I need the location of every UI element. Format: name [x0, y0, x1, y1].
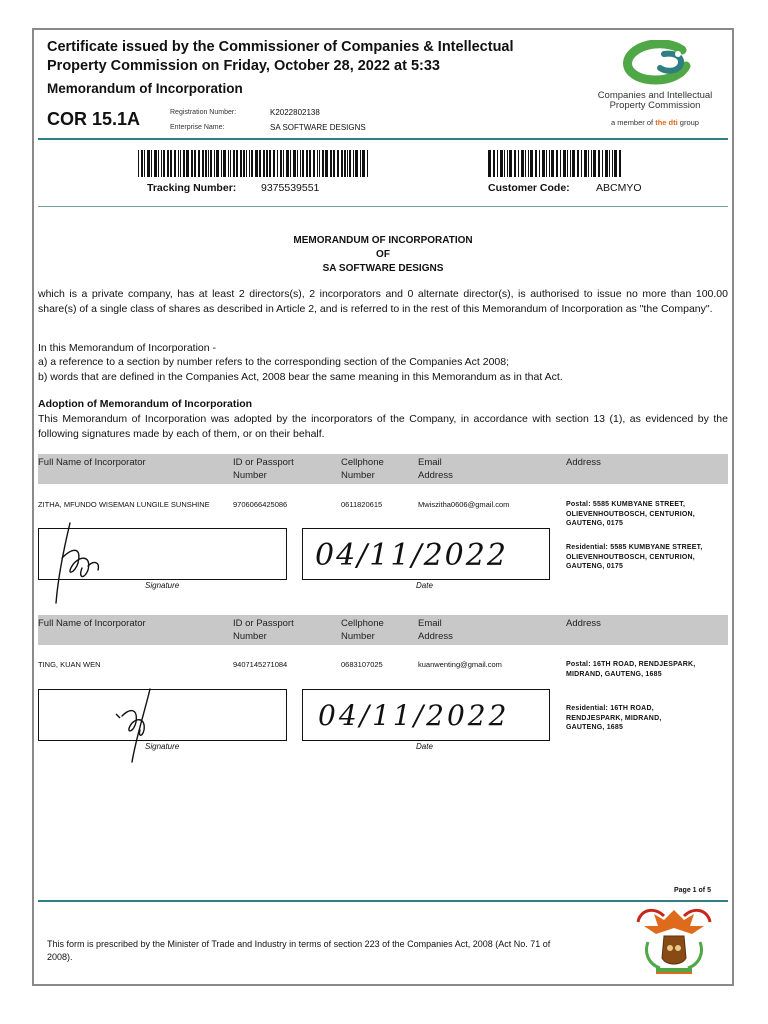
- barcode-bar: [161, 150, 162, 177]
- barcode-bar: [367, 150, 368, 177]
- barcode-bar: [549, 150, 550, 177]
- barcode-bar: [518, 150, 519, 177]
- barcode-bar: [309, 150, 311, 177]
- date-caption: Date: [416, 581, 433, 590]
- barcode-bar: [530, 150, 533, 177]
- barcode-bar: [221, 150, 222, 177]
- barcode-bar: [344, 150, 346, 177]
- barcode-bar: [521, 150, 524, 177]
- barcode-bar: [362, 150, 365, 177]
- moi-title-line3: SA SOFTWARE DESIGNS: [322, 263, 444, 274]
- customer-code-label: Customer Code:: [488, 182, 570, 194]
- date-caption: Date: [416, 742, 433, 751]
- barcode-bar: [528, 150, 529, 177]
- registration-number: K2022802138: [270, 108, 320, 117]
- document-subtitle: Memorandum of Incorporation: [47, 81, 243, 96]
- barcode-bar: [539, 150, 540, 177]
- barcode-bar: [567, 150, 568, 177]
- customer-barcode: [488, 150, 622, 177]
- barcode-bar: [251, 150, 253, 177]
- barcode-bar: [556, 150, 558, 177]
- barcode-bar: [230, 150, 231, 177]
- barcode-bar: [588, 150, 589, 177]
- registration-label: Registration Number:: [170, 109, 237, 116]
- barcode-bar: [325, 150, 328, 177]
- barcode-bar: [572, 150, 575, 177]
- cipc-logo-icon: [620, 40, 700, 88]
- barcode-bar: [263, 150, 265, 177]
- barcode-bar: [158, 150, 159, 177]
- barcode-bar: [228, 150, 229, 177]
- barcode-bar: [560, 150, 561, 177]
- barcode-bar: [154, 150, 157, 177]
- incorporator-cellphone: 0683107025: [341, 660, 383, 669]
- barcode-bar: [236, 150, 238, 177]
- barcode-bar: [507, 150, 508, 177]
- barcode-bar: [147, 150, 150, 177]
- barcode-bar: [243, 150, 245, 177]
- barcode-bar: [535, 150, 537, 177]
- postal-address: Postal: 5585 KUMBYANE STREET, OLIEVENHOUTBOSCH, CENTURION, GAUTENG, 0175: [566, 501, 695, 527]
- incorporator-email: kuanwenting@gmail.com: [418, 660, 502, 669]
- barcode-bar: [300, 150, 301, 177]
- barcode-bar: [266, 150, 268, 177]
- barcode-bar: [319, 150, 320, 177]
- header-address: Address: [566, 457, 601, 468]
- barcode-bar: [216, 150, 219, 177]
- form-code: COR 15.1A: [47, 109, 141, 129]
- header-id: ID or Passport Number: [233, 618, 294, 642]
- barcode-bar: [563, 150, 566, 177]
- tracking-label: Tracking Number:: [147, 182, 237, 194]
- barcode-bar: [313, 150, 315, 177]
- barcode-bar: [183, 150, 185, 177]
- barcode-bar: [194, 150, 196, 177]
- definition-a: a) a reference to a section by number refers to the corresponding section of the Companies Act 2008;: [38, 356, 510, 368]
- residential-address: Residential: 16TH ROAD, RENDJESPARK, MIDRAND, GAUTENG, 1685: [566, 705, 662, 731]
- logo-text-line1: Companies and Intellectual: [597, 90, 713, 101]
- barcode-bar: [214, 150, 215, 177]
- barcode-bar: [191, 150, 193, 177]
- page-number: Page 1 of 5: [674, 887, 711, 894]
- barcode-bar: [269, 150, 271, 177]
- barcode-bar: [609, 150, 610, 177]
- barcode-bar: [525, 150, 526, 177]
- barcode-bar: [619, 150, 621, 177]
- barcode-bar: [167, 150, 169, 177]
- incorporator-email: Mwiszitha0606@gmail.com: [418, 500, 510, 509]
- incorporator-id: 9706066425086: [233, 500, 288, 509]
- barcode-bar: [493, 150, 495, 177]
- barcode-bar: [180, 150, 181, 177]
- barcode-bar: [249, 150, 250, 177]
- tracking-number: 9375539551: [261, 182, 320, 194]
- barcode-bar: [198, 150, 200, 177]
- barcode-bar: [255, 150, 258, 177]
- incorporator-name: ZITHA, MFUNDO WISEMAN LUNGILE SUNSHINE: [38, 500, 210, 509]
- barcode-bar: [360, 150, 361, 177]
- barcode-bar: [570, 150, 571, 177]
- incorporator-name: TING, KUAN WEN: [38, 660, 101, 669]
- header-address: Address: [566, 618, 601, 629]
- enterprise-name: SA SOFTWARE DESIGNS: [270, 123, 366, 132]
- barcode-bar: [598, 150, 600, 177]
- barcode-bar: [347, 150, 348, 177]
- barcode-bar: [605, 150, 608, 177]
- barcode-bar: [297, 150, 298, 177]
- barcode-bar: [509, 150, 512, 177]
- barcode-bar: [593, 150, 596, 177]
- header-full-name: Full Name of Incorporator: [38, 457, 146, 468]
- incorporator-id: 9407145271084: [233, 660, 288, 669]
- barcode-bar: [178, 150, 179, 177]
- header-cellphone: Cellphone Number: [341, 457, 384, 481]
- barcode-bar: [240, 150, 242, 177]
- handwritten-date: 04/11/2022: [318, 699, 510, 732]
- barcode-bar: [542, 150, 545, 177]
- tracking-divider: [38, 206, 728, 207]
- header-email: Email Address: [418, 618, 453, 642]
- handwritten-signature-icon: [48, 518, 108, 608]
- handwritten-date: 04/11/2022: [315, 538, 508, 573]
- barcode-bar: [141, 150, 143, 177]
- definition-b: b) words that are defined in the Companies Act, 2008 bear the same meaning in this Memorandum as in that Act.: [38, 371, 563, 383]
- barcode-bar: [163, 150, 165, 177]
- barcode-bar: [551, 150, 554, 177]
- barcode-bar: [302, 150, 304, 177]
- signature-caption: Signature: [145, 742, 180, 751]
- footer-text: This form is prescribed by the Minister of Trade and Industry in terms of section 223 of the Companies Act, 2008 (Act No. 71 of 2008).: [47, 939, 551, 962]
- barcode-bar: [280, 150, 282, 177]
- barcode-bar: [246, 150, 247, 177]
- barcode-bar: [151, 150, 152, 177]
- barcode-bar: [341, 150, 343, 177]
- barcode-bar: [602, 150, 603, 177]
- signature-caption: Signature: [145, 581, 180, 590]
- barcode-bar: [584, 150, 587, 177]
- barcode-bar: [317, 150, 318, 177]
- barcode-bar: [614, 150, 617, 177]
- barcode-bar: [488, 150, 491, 177]
- barcode-bar: [504, 150, 505, 177]
- barcode-bar: [612, 150, 613, 177]
- barcode-bar: [202, 150, 204, 177]
- barcode-bar: [355, 150, 358, 177]
- barcode-bar: [591, 150, 592, 177]
- barcode-bar: [283, 150, 284, 177]
- definitions-intro: In this Memorandum of Incorporation -: [38, 342, 216, 354]
- barcode-bar: [546, 150, 547, 177]
- footer-divider: [38, 900, 728, 902]
- header-divider: [38, 138, 728, 140]
- barcode-bar: [186, 150, 189, 177]
- barcode-bar: [333, 150, 335, 177]
- adoption-paragraph: This Memorandum of Incorporation was adopted by the incorporators of the Company, in accordance with section 13 (1), as evidenced by the following signatures made by each of them, or on their behalf.: [38, 413, 728, 440]
- barcode-bar: [337, 150, 339, 177]
- barcode-bar: [170, 150, 172, 177]
- moi-title-line1: MEMORANDUM OF INCORPORATION: [293, 235, 473, 246]
- barcode-bar: [174, 150, 176, 177]
- adoption-heading: Adoption of Memorandum of Incorporation: [38, 398, 253, 410]
- barcode-bar: [581, 150, 582, 177]
- barcode-bar: [290, 150, 291, 177]
- barcode-bar: [138, 150, 139, 177]
- barcode-bar: [306, 150, 308, 177]
- enterprise-label: Enterprise Name:: [170, 124, 225, 131]
- header-full-name: Full Name of Incorporator: [38, 618, 146, 629]
- postal-address: Postal: 16TH ROAD, RENDJESPARK, MIDRAND, GAUTENG, 1685: [566, 661, 696, 678]
- customer-code: ABCMYO: [596, 182, 642, 194]
- south-africa-coat-of-arms-icon: [634, 906, 714, 978]
- logo-tagline: a member of the dti group: [611, 118, 699, 127]
- barcode-bar: [144, 150, 145, 177]
- barcode-bar: [353, 150, 354, 177]
- residential-address: Residential: 5585 KUMBYANE STREET, OLIEVENHOUTBOSCH, CENTURION, GAUTENG, 0175: [566, 544, 703, 570]
- intro-paragraph: which is a private company, has at least 2 directors(s), 2 incorporators and 0 alternate director(s), is authorised to issue no more than 100.00 share(s) of a single class of shares as described in Article 2, and is referred to in the rest of this Memorandum of Incorporation as "the Company".: [38, 288, 728, 315]
- barcode-bar: [349, 150, 351, 177]
- header-id: ID or Passport Number: [233, 457, 294, 481]
- barcode-bar: [277, 150, 278, 177]
- logo-text-line2: Property Commission: [609, 100, 701, 111]
- barcode-bar: [223, 150, 226, 177]
- handwritten-signature-icon: [108, 686, 168, 766]
- barcode-bar: [293, 150, 296, 177]
- barcode-bar: [208, 150, 209, 177]
- barcode-bar: [286, 150, 289, 177]
- certificate-title: Certificate issued by the Commissioner of Companies & Intellectual Property Commission on Friday, October 28, 2022 at 5:33: [47, 39, 514, 74]
- barcode-bar: [497, 150, 498, 177]
- barcode-bar: [259, 150, 261, 177]
- barcode-bar: [500, 150, 503, 177]
- barcode-bar: [205, 150, 207, 177]
- barcode-bar: [233, 150, 235, 177]
- barcode-bar: [514, 150, 516, 177]
- barcode-bar: [210, 150, 212, 177]
- barcode-bar: [273, 150, 275, 177]
- barcode-bar: [322, 150, 324, 177]
- header-cellphone: Cellphone Number: [341, 618, 384, 642]
- moi-title-line2: OF: [376, 249, 390, 260]
- barcode-bar: [577, 150, 579, 177]
- incorporator-cellphone: 0611820615: [341, 500, 383, 509]
- header-email: Email Address: [418, 457, 453, 481]
- barcode-bar: [330, 150, 332, 177]
- tracking-barcode: [138, 150, 370, 177]
